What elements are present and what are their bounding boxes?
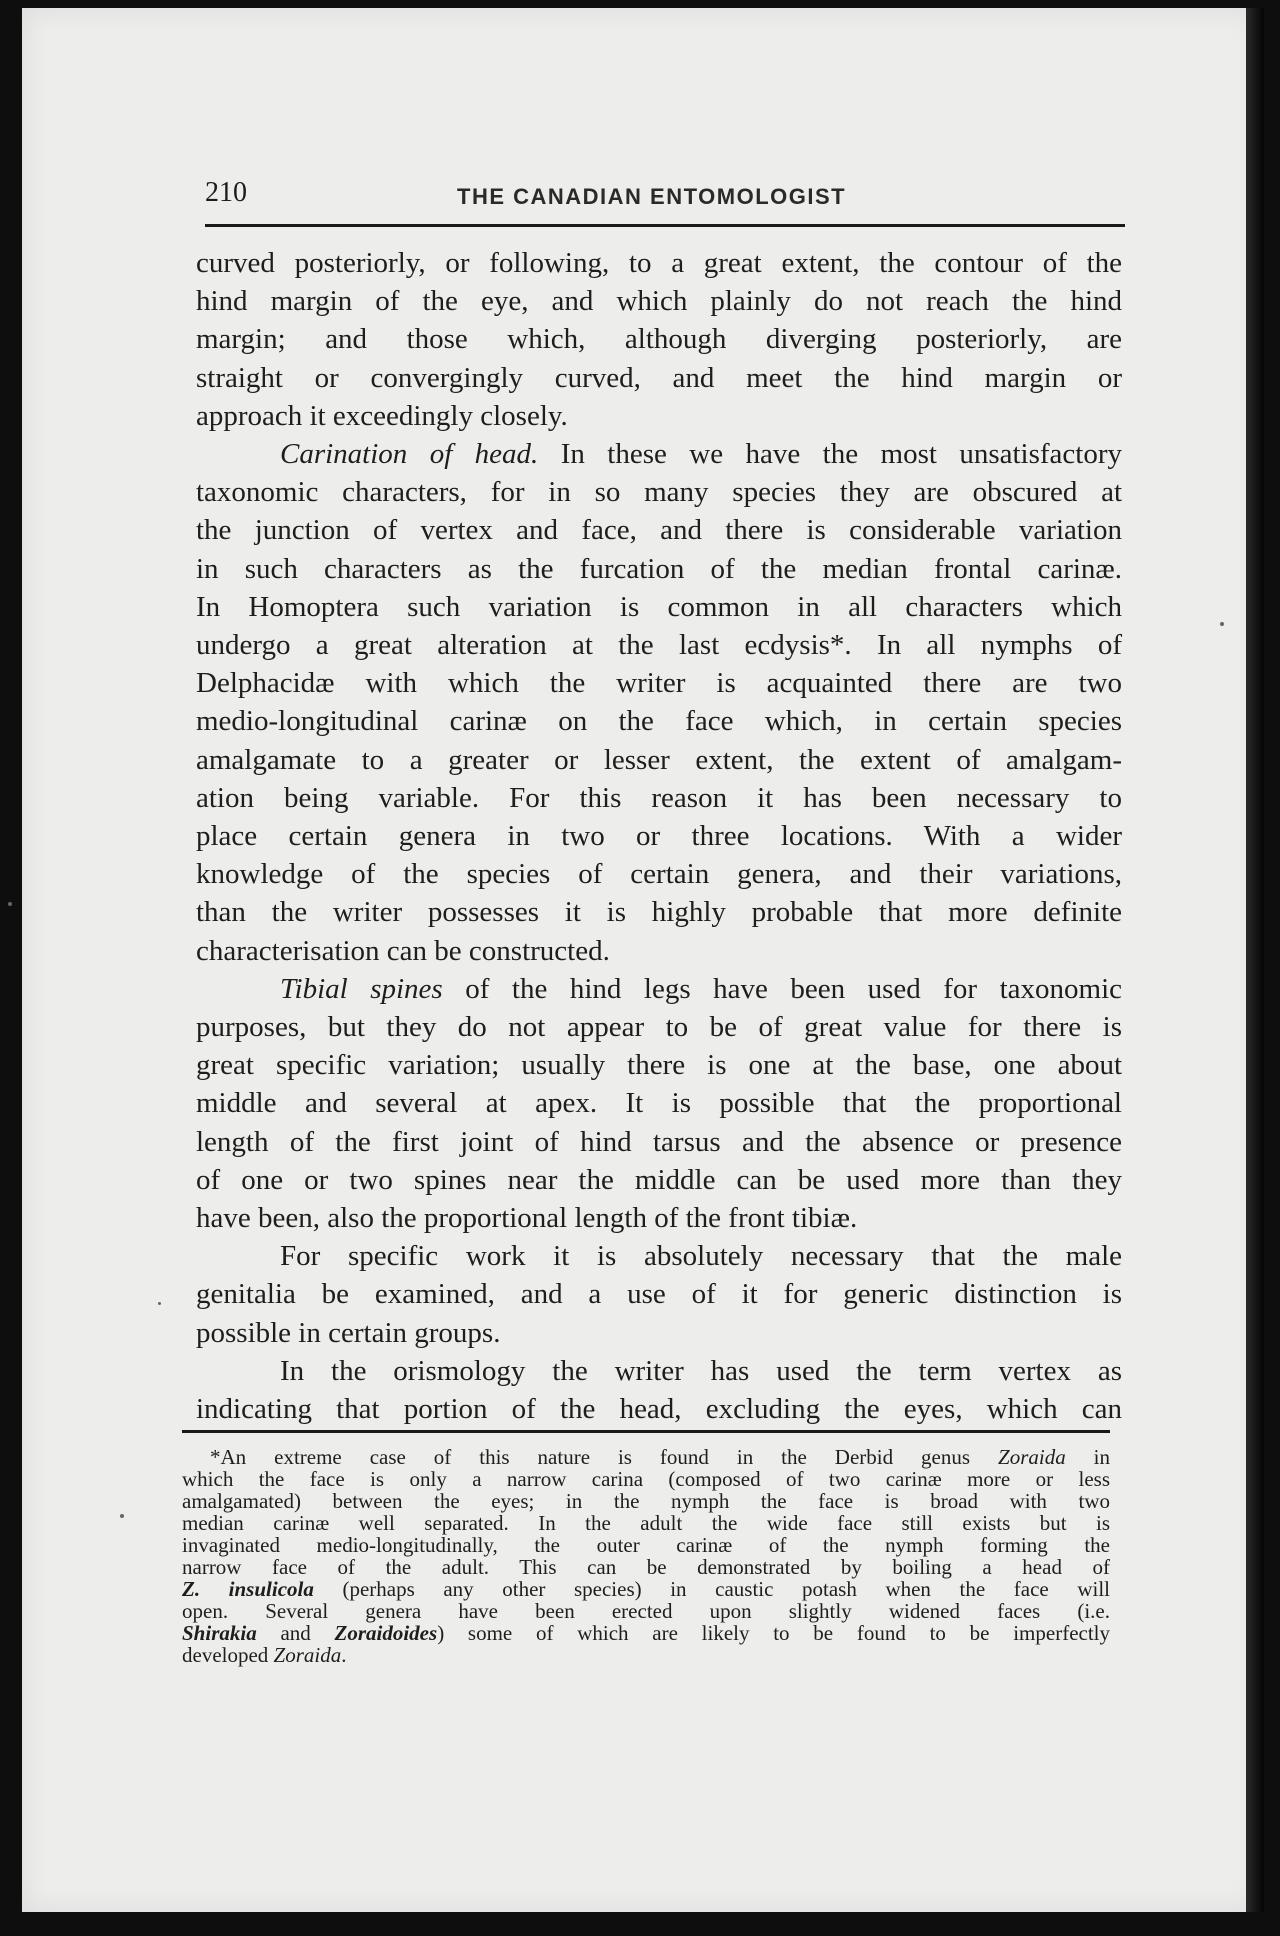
text-line: middle and several at apex. It is possible that the proportional: [196, 1087, 1122, 1120]
text-line: ation being variable. For this reason it has been necessary to: [196, 781, 1122, 814]
page-header: [205, 175, 1125, 215]
paper-speck: [8, 902, 12, 906]
footnote-line: open. Several genera have been erected upon slightly widened faces (i.e.: [182, 1599, 1110, 1623]
header-rule: [205, 224, 1125, 227]
text-line: possible in certain groups.: [196, 1316, 501, 1349]
footnote-line: median carinæ well separated. In the adult the wide face still exists but is: [182, 1511, 1110, 1535]
page-number: 210: [205, 177, 247, 208]
text-line: taxonomic characters, for in so many species they are obscured at: [196, 476, 1122, 509]
footnote-line: which the face is only a narrow carina (composed of two carinæ more or less: [182, 1467, 1110, 1491]
section-heading-tibial-spines: Tibial spines: [280, 972, 443, 1005]
paragraph-start-tibial: Tibial spines of the hind legs have been used for taxonomic: [280, 972, 1123, 1005]
footnote-line: narrow face of the adult. This can be demonstrated by boiling a head of: [182, 1555, 1110, 1579]
paper-speck: [1220, 622, 1224, 626]
text-line: amalgamate to a greater or lesser extent, the extent of amalgam-: [196, 743, 1122, 776]
text-line: than the writer possesses it is highly probable that more definite: [196, 896, 1122, 929]
footnote-line: developed Zoraida.: [182, 1643, 347, 1667]
text-line: For specific work it is absolutely necessary that the male: [280, 1240, 1122, 1273]
footnote-line: *An extreme case of this nature is found in the Derbid genus Zoraida in: [210, 1445, 1110, 1469]
running-title: THE CANADIAN ENTOMOLOGIST: [457, 184, 847, 209]
text-line: approach it exceedingly closely.: [196, 399, 568, 432]
text-line: great specific variation; usually there is one at the base, one about: [196, 1049, 1122, 1082]
footnote-line: Z. insulicola (perhaps any other species) in caustic potash when the face will: [182, 1577, 1110, 1601]
section-heading-carination: Carination of head.: [280, 438, 539, 471]
footnote-line: amalgamated) between the eyes; in the nymph the face is broad with two: [182, 1489, 1110, 1513]
text-line: characterisation can be constructed.: [196, 934, 610, 967]
text-line: purposes, but they do not appear to be of great value for there is: [196, 1011, 1122, 1044]
paper-speck: [158, 1302, 161, 1305]
text-line: straight or convergingly curved, and meet the hind margin or: [196, 361, 1122, 394]
footnote-rule: [182, 1430, 1110, 1433]
footnote: [182, 1446, 1110, 1666]
text-line: In the orismology the writer has used the term vertex as: [280, 1354, 1122, 1387]
text-line: place certain genera in two or three locations. With a wider: [196, 820, 1122, 853]
text-line: curved posteriorly, or following, to a great extent, the contour of the: [196, 247, 1122, 279]
text-line: of one or two spines near the middle can be used more than they: [196, 1163, 1122, 1196]
text-line: knowledge of the species of certain genera, and their variations,: [196, 858, 1122, 891]
text-line: have been, also the proportional length of the front tibiæ.: [196, 1202, 858, 1235]
text-line: genitalia be examined, and a use of it for generic distinction is: [196, 1278, 1122, 1311]
text-line: length of the first joint of hind tarsus and the absence or presence: [196, 1125, 1122, 1158]
page-gutter-shadow: [1246, 8, 1264, 1912]
footnote-line: Shirakia and Zoraidoides) some of which are likely to be found to be imperfectly: [182, 1621, 1111, 1645]
text-line: margin; and those which, although diverging posteriorly, are: [196, 323, 1122, 356]
text-line: undergo a great alteration at the last ecdysis*. In all nymphs of: [196, 629, 1122, 662]
text-line: medio-longitudinal carinæ on the face which, in certain species: [196, 705, 1122, 738]
text-line: Delphacidæ with which the writer is acquainted there are two: [196, 667, 1122, 700]
text-line: the junction of vertex and face, and there is considerable variation: [196, 514, 1122, 547]
text-line: in such characters as the furcation of the median frontal carinæ.: [196, 552, 1122, 585]
text-line: In Homoptera such variation is common in all characters which: [196, 590, 1122, 623]
text-line: indicating that portion of the head, excluding the eyes, which can: [196, 1393, 1122, 1426]
footnote-line: invaginated medio-longitudinally, the outer carinæ of the nymph forming the: [182, 1533, 1110, 1557]
text-line: hind margin of the eye, and which plainly do not reach the hind: [196, 285, 1122, 318]
paper-speck: [120, 1514, 124, 1518]
paragraph-start-carination: Carination of head. In these we have the most unsatisfactory: [280, 438, 1122, 471]
body-text: [196, 244, 1122, 1428]
